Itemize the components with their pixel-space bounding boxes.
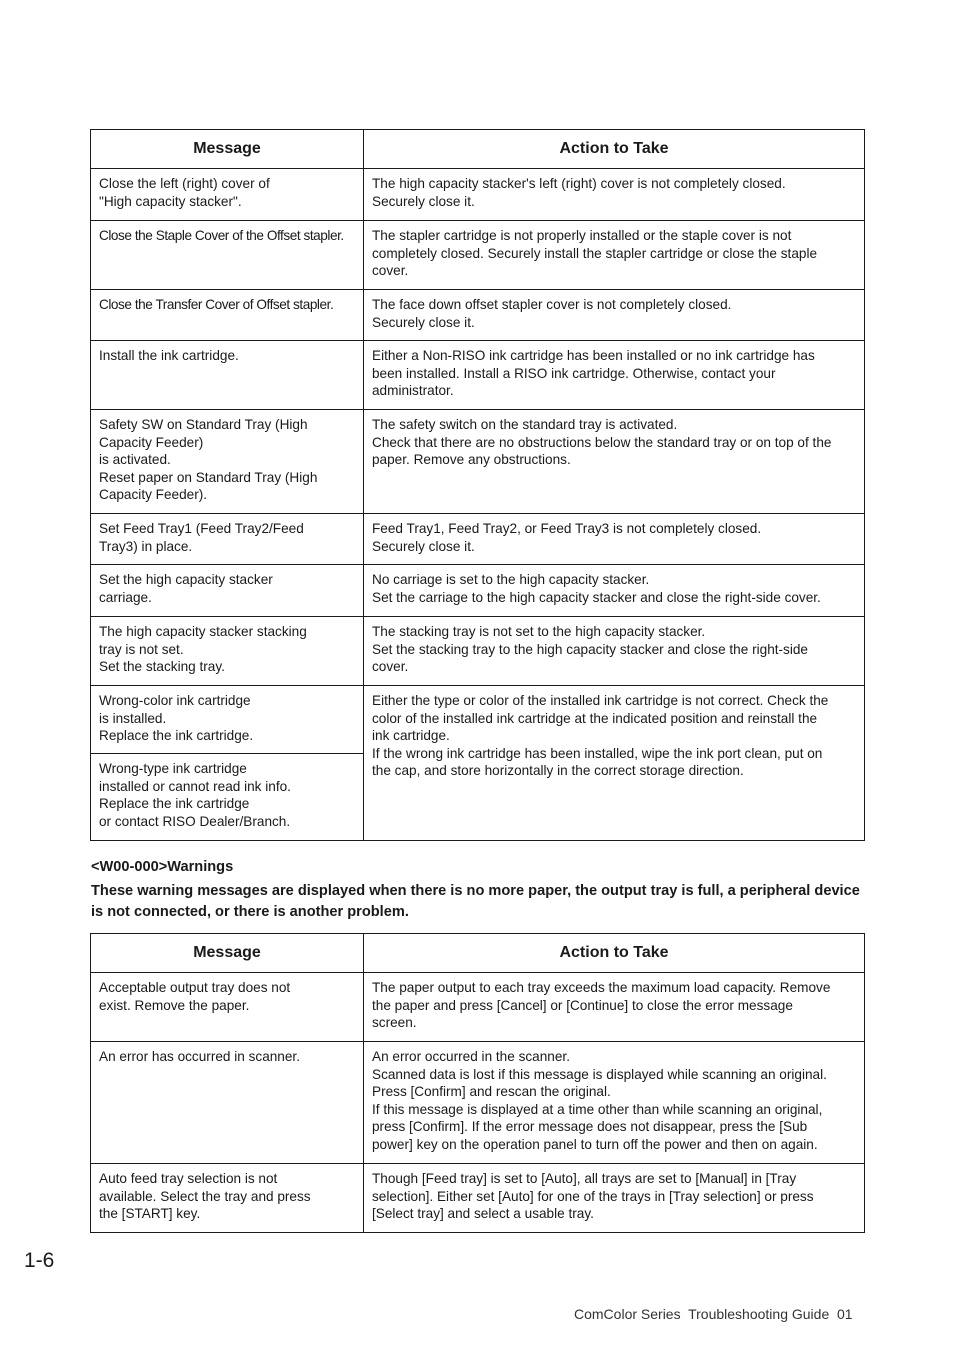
action-line: Securely close it. xyxy=(372,538,475,554)
action-line: the paper and press [Cancel] or [Continue] to close the error message xyxy=(372,997,793,1013)
message-cell xyxy=(91,169,364,221)
message-cell xyxy=(91,617,364,686)
message-line: Set Feed Tray1 (Feed Tray2/Feed xyxy=(99,521,304,536)
action-line: color of the installed ink cartridge at the indicated position and reinstall the xyxy=(372,710,818,726)
message-cell xyxy=(91,754,364,841)
message-line: is installed. xyxy=(99,710,167,726)
table-row xyxy=(91,290,865,341)
footer-text: ComColor Series Troubleshooting Guide 01 xyxy=(574,1306,853,1322)
action-line: been installed. Install a RISO ink cartridge. Otherwise, contact your xyxy=(372,365,776,381)
table-row xyxy=(91,514,865,565)
message-cell xyxy=(91,341,364,410)
message-line: Reset paper on Standard Tray (High xyxy=(99,469,318,485)
section-title: <W00-000>Warnings xyxy=(91,859,234,875)
action-line: Though [Feed tray] is set to [Auto], all trays are set to [Manual] in [Tray xyxy=(372,1171,797,1186)
action-line: Either a Non-RISO ink cartridge has been installed or no ink cartridge has xyxy=(372,348,815,363)
message-line: Replace the ink cartridge xyxy=(99,796,250,812)
message-line: installed or cannot read ink info. xyxy=(99,778,291,794)
message-line: Set the stacking tray. xyxy=(99,659,225,675)
action-line: cover. xyxy=(372,263,409,279)
message-line: Capacity Feeder). xyxy=(99,487,208,503)
column-header-action: Action to Take xyxy=(364,130,865,169)
action-cell xyxy=(364,341,865,410)
table-header-row xyxy=(91,130,865,169)
action-line: administrator. xyxy=(372,383,454,399)
action-line: paper. Remove any obstructions. xyxy=(372,452,571,468)
action-line: If the wrong ink cartridge has been installed, wipe the ink port clean, put on xyxy=(372,745,823,761)
action-line: The paper output to each tray exceeds the maximum load capacity. Remove xyxy=(372,980,831,995)
action-line: the cap, and store horizontally in the correct storage direction. xyxy=(372,763,744,779)
action-cell xyxy=(364,565,865,617)
column-header-message: Message xyxy=(91,934,364,973)
action-line: [Select tray] and select a usable tray. xyxy=(372,1206,594,1222)
message-line: Capacity Feeder) xyxy=(99,434,204,450)
message-line: Replace the ink cartridge. xyxy=(99,728,254,744)
action-line: Securely close it. xyxy=(372,314,475,330)
table-row xyxy=(91,1042,865,1164)
message-cell xyxy=(91,1042,364,1164)
table-row xyxy=(91,1164,865,1233)
action-cell xyxy=(364,686,865,841)
message-cell xyxy=(91,514,364,565)
action-line: Set the stacking tray to the high capacity stacker and close the right-side xyxy=(372,641,808,657)
table-row xyxy=(91,410,865,514)
message-line: Close the left (right) cover of xyxy=(99,176,270,191)
message-line: Close the Staple Cover of the Offset stapler. xyxy=(99,228,344,243)
action-cell xyxy=(364,1042,865,1164)
action-line: The safety switch on the standard tray is activated. xyxy=(372,417,678,432)
action-line: Feed Tray1, Feed Tray2, or Feed Tray3 is not completely closed. xyxy=(372,521,762,536)
action-cell xyxy=(364,514,865,565)
action-line: The high capacity stacker's left (right) cover is not completely closed. xyxy=(372,176,786,191)
action-line: power] key on the operation panel to turn off the power and then on again. xyxy=(372,1136,818,1152)
table-row xyxy=(91,565,865,617)
action-line: Scanned data is lost if this message is displayed while scanning an original. xyxy=(372,1066,827,1082)
message-line: Wrong-color ink cartridge xyxy=(99,693,251,708)
message-line: Close the Transfer Cover of Offset stapler. xyxy=(99,297,334,312)
action-cell xyxy=(364,221,865,290)
action-line: ink cartridge. xyxy=(372,728,450,744)
message-cell xyxy=(91,221,364,290)
action-line: Check that there are no obstructions below the standard tray or on top of the xyxy=(372,434,832,450)
message-line: The high capacity stacker stacking xyxy=(99,624,307,639)
action-line: cover. xyxy=(372,659,409,675)
message-cell xyxy=(91,565,364,617)
action-cell xyxy=(364,169,865,221)
table-row xyxy=(91,973,865,1042)
action-line: press [Confirm]. If the error message does not disappear, press the [Sub xyxy=(372,1119,808,1135)
column-header-message: Message xyxy=(91,130,364,169)
action-line: The stacking tray is not set to the high capacity stacker. xyxy=(372,624,706,639)
action-line: The stapler cartridge is not properly installed or the staple cover is not xyxy=(372,228,792,243)
message-cell xyxy=(91,973,364,1042)
section-description: These warning messages are displayed when there is no more paper, the output tray is full, a peripheral device is not connected, or there is another problem. xyxy=(91,883,860,920)
action-line: selection]. Either set [Auto] for one of the trays in [Tray selection] or press xyxy=(372,1188,814,1204)
action-cell xyxy=(364,290,865,341)
message-line: "High capacity stacker". xyxy=(99,193,242,209)
message-line: Safety SW on Standard Tray (High xyxy=(99,417,308,432)
message-cell xyxy=(91,686,364,754)
table-row xyxy=(91,617,865,686)
action-line: Securely close it. xyxy=(372,193,475,209)
message-cell xyxy=(91,410,364,514)
message-line: available. Select the tray and press xyxy=(99,1188,311,1204)
message-line: the [START] key. xyxy=(99,1206,201,1222)
message-line: Install the ink cartridge. xyxy=(99,348,239,363)
action-line: screen. xyxy=(372,1015,417,1031)
action-cell xyxy=(364,410,865,514)
message-line: Set the high capacity stacker xyxy=(99,572,273,587)
table-row xyxy=(91,221,865,290)
column-header-action: Action to Take xyxy=(364,934,865,973)
page-number: 1-6 xyxy=(24,1249,55,1272)
action-cell xyxy=(364,617,865,686)
table-row xyxy=(91,169,865,221)
message-line: tray is not set. xyxy=(99,641,184,657)
table-header-row xyxy=(91,934,865,973)
message-line: exist. Remove the paper. xyxy=(99,997,250,1013)
message-line: or contact RISO Dealer/Branch. xyxy=(99,813,291,829)
action-line: Either the type or color of the installed ink cartridge is not correct. Check the xyxy=(372,693,829,708)
message-line: is activated. xyxy=(99,452,171,468)
message-line: Auto feed tray selection is not xyxy=(99,1171,278,1186)
message-line: Tray3) in place. xyxy=(99,538,193,554)
warning-message-table xyxy=(90,933,865,1233)
table-row xyxy=(91,686,865,754)
message-line: carriage. xyxy=(99,589,152,605)
error-message-table xyxy=(90,129,865,841)
action-line: An error occurred in the scanner. xyxy=(372,1049,570,1064)
action-line: completely closed. Securely install the stapler cartridge or close the staple xyxy=(372,245,818,261)
message-line: Acceptable output tray does not xyxy=(99,980,291,995)
action-cell xyxy=(364,973,865,1042)
action-line: If this message is displayed at a time other than while scanning an original, xyxy=(372,1101,823,1117)
action-line: The face down offset stapler cover is not completely closed. xyxy=(372,297,732,312)
action-cell xyxy=(364,1164,865,1233)
action-line: Press [Confirm] and rescan the original. xyxy=(372,1084,611,1100)
message-cell xyxy=(91,1164,364,1233)
table-row xyxy=(91,341,865,410)
message-line: Wrong-type ink cartridge xyxy=(99,761,247,776)
message-line: An error has occurred in scanner. xyxy=(99,1049,300,1064)
message-cell xyxy=(91,290,364,341)
action-line: Set the carriage to the high capacity stacker and close the right-side cover. xyxy=(372,589,821,605)
action-line: No carriage is set to the high capacity stacker. xyxy=(372,572,650,587)
